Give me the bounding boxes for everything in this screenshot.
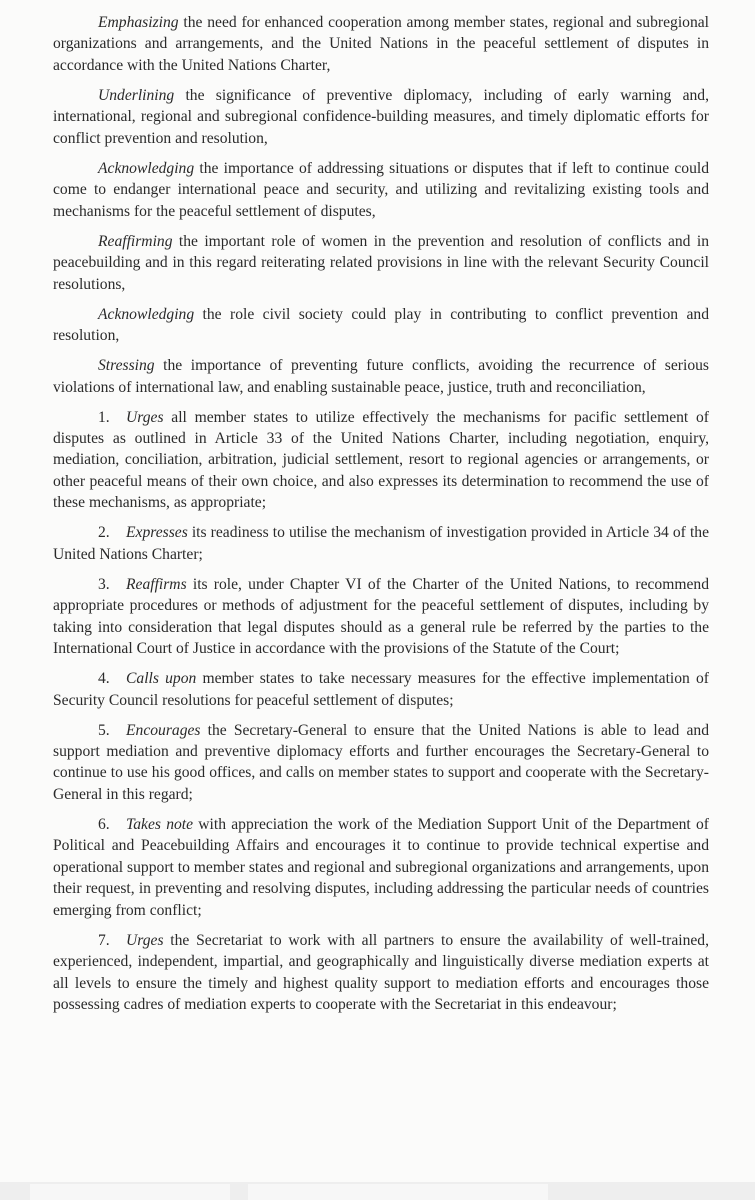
clause-text: member states to take necessary measures for the effective implementation of Security Council resolutions for peaceful settlement of disputes; [53,670,709,709]
clause-number: 2. [98,524,110,542]
clause-text: all member states to utilize effectively the mechanisms for pacific settlement of disputes as outlined in Article 33 of the United Nations Charter, including negotiation, enquiry, mediation, conciliation, arbitration, judicial settlement, resort to regional agencies or arrangements, or other peaceful means of their own choice, and also expresses its determination to recommend the use of these mechanisms, as appropriate; [53,408,709,512]
clause-lead: Encourages [126,721,201,739]
clause-text: with appreciation the work of the Mediation Support Unit of the Department of Political and Peacebuilding Affairs and encourages it to continue to provide technical expertise and operational support to member states and regional and subregional organizations and arrangements, upon their request, in preventing and resolving disputes, including addressing the particular needs of countries emerging from conflict; [53,815,709,919]
preamble-text: the significance of preventive diplomacy, including of early warning and, international, regional and subregional confidence-building measures, and timely diplomatic efforts for conflict prevention and resolution, [53,86,709,147]
preamble-paragraph [53,158,709,222]
clause-number: 4. [98,670,110,688]
clause-number: 6. [98,815,110,833]
clause-lead: Calls upon [126,670,197,688]
preamble-lead: Emphasizing [98,14,179,31]
clause-text: the Secretariat to work with all partners to ensure the availability of well-trained, experienced, independent, impartial, and geographically and linguistically diverse mediation experts at all levels to ensure the timely and highest quality support to mediation efforts and encourages those possessing cadres of mediation experts to cooperate with the Secretariat in this endeavour; [53,931,709,1013]
preamble-text: the need for enhanced cooperation among member states, regional and subregional organizations and arrangements, and the United Nations in the peaceful settlement of disputes in accordance with the United Nations Charter, [53,14,709,74]
preamble-paragraph [53,12,709,76]
preamble-lead: Acknowledging [98,305,195,323]
operative-clause [53,720,709,806]
clause-lead: Urges [126,931,164,949]
clause-lead: Urges [126,408,164,426]
preamble-paragraph [53,355,709,398]
clause-lead: Takes note [126,815,194,833]
preamble-text: the important role of women in the prevention and resolution of conflicts and in peacebuilding and in this regard reiterating related provisions in line with the relevant Security Council resolutions, [53,232,709,293]
preamble-text: the role civil society could play in contributing to conflict prevention and resolution, [53,305,709,345]
clause-number: 7. [98,931,110,949]
operative-clause [53,407,709,514]
operative-clause [53,668,709,711]
clause-number: 3. [98,575,110,593]
preamble-paragraph [53,231,709,295]
toolbar-tab-right [248,1184,548,1200]
toolbar-tab-left [30,1184,230,1200]
operative-clause [53,574,709,660]
page-bottom-edge [0,1182,755,1200]
clause-lead: Expresses [126,524,188,542]
clause-text: the Secretary-General to ensure that the United Nations is able to lead and support mediation and preventive diplomacy efforts and further encourages the Secretary-General to continue to use his good offices, and calls on member states to support and cooperate with the Secretary-General in this regard; [53,721,709,803]
clause-lead: Reaffirms [126,575,187,593]
preamble-lead: Underlining [98,86,175,104]
preamble-paragraph [53,85,709,149]
clause-text: its readiness to utilise the mechanism of investigation provided in Article 34 of the United Nations Charter; [53,524,709,563]
operative-clause [53,930,709,1016]
preamble-text: the importance of preventing future conflicts, avoiding the recurrence of serious violations of international law, and enabling sustainable peace, justice, truth and reconciliation, [53,357,709,396]
clause-number: 5. [98,721,110,739]
preamble-lead: Stressing [98,357,155,375]
clause-text: its role, under Chapter VI of the Charter of the United Nations, to recommend appropriate procedures or methods of adjustment for the peaceful settlement of disputes, including by taking into consideration that legal disputes should as a general rule be referred by the parties to the International Court of Justice in accordance with the provisions of the Statute of the Court; [53,575,709,658]
preamble-lead: Reaffirming [98,232,173,250]
preamble-lead: Acknowledging [98,159,195,177]
preamble-text: the importance of addressing situations or disputes that if left to continue could come to endanger international peace and security, and utilizing and revitalizing existing tools and mechanisms for the peaceful settlement of disputes, [53,159,709,220]
operative-clause [53,522,709,565]
clause-number: 1. [98,408,110,426]
operative-clause [53,814,709,921]
preamble-paragraph [53,304,709,347]
